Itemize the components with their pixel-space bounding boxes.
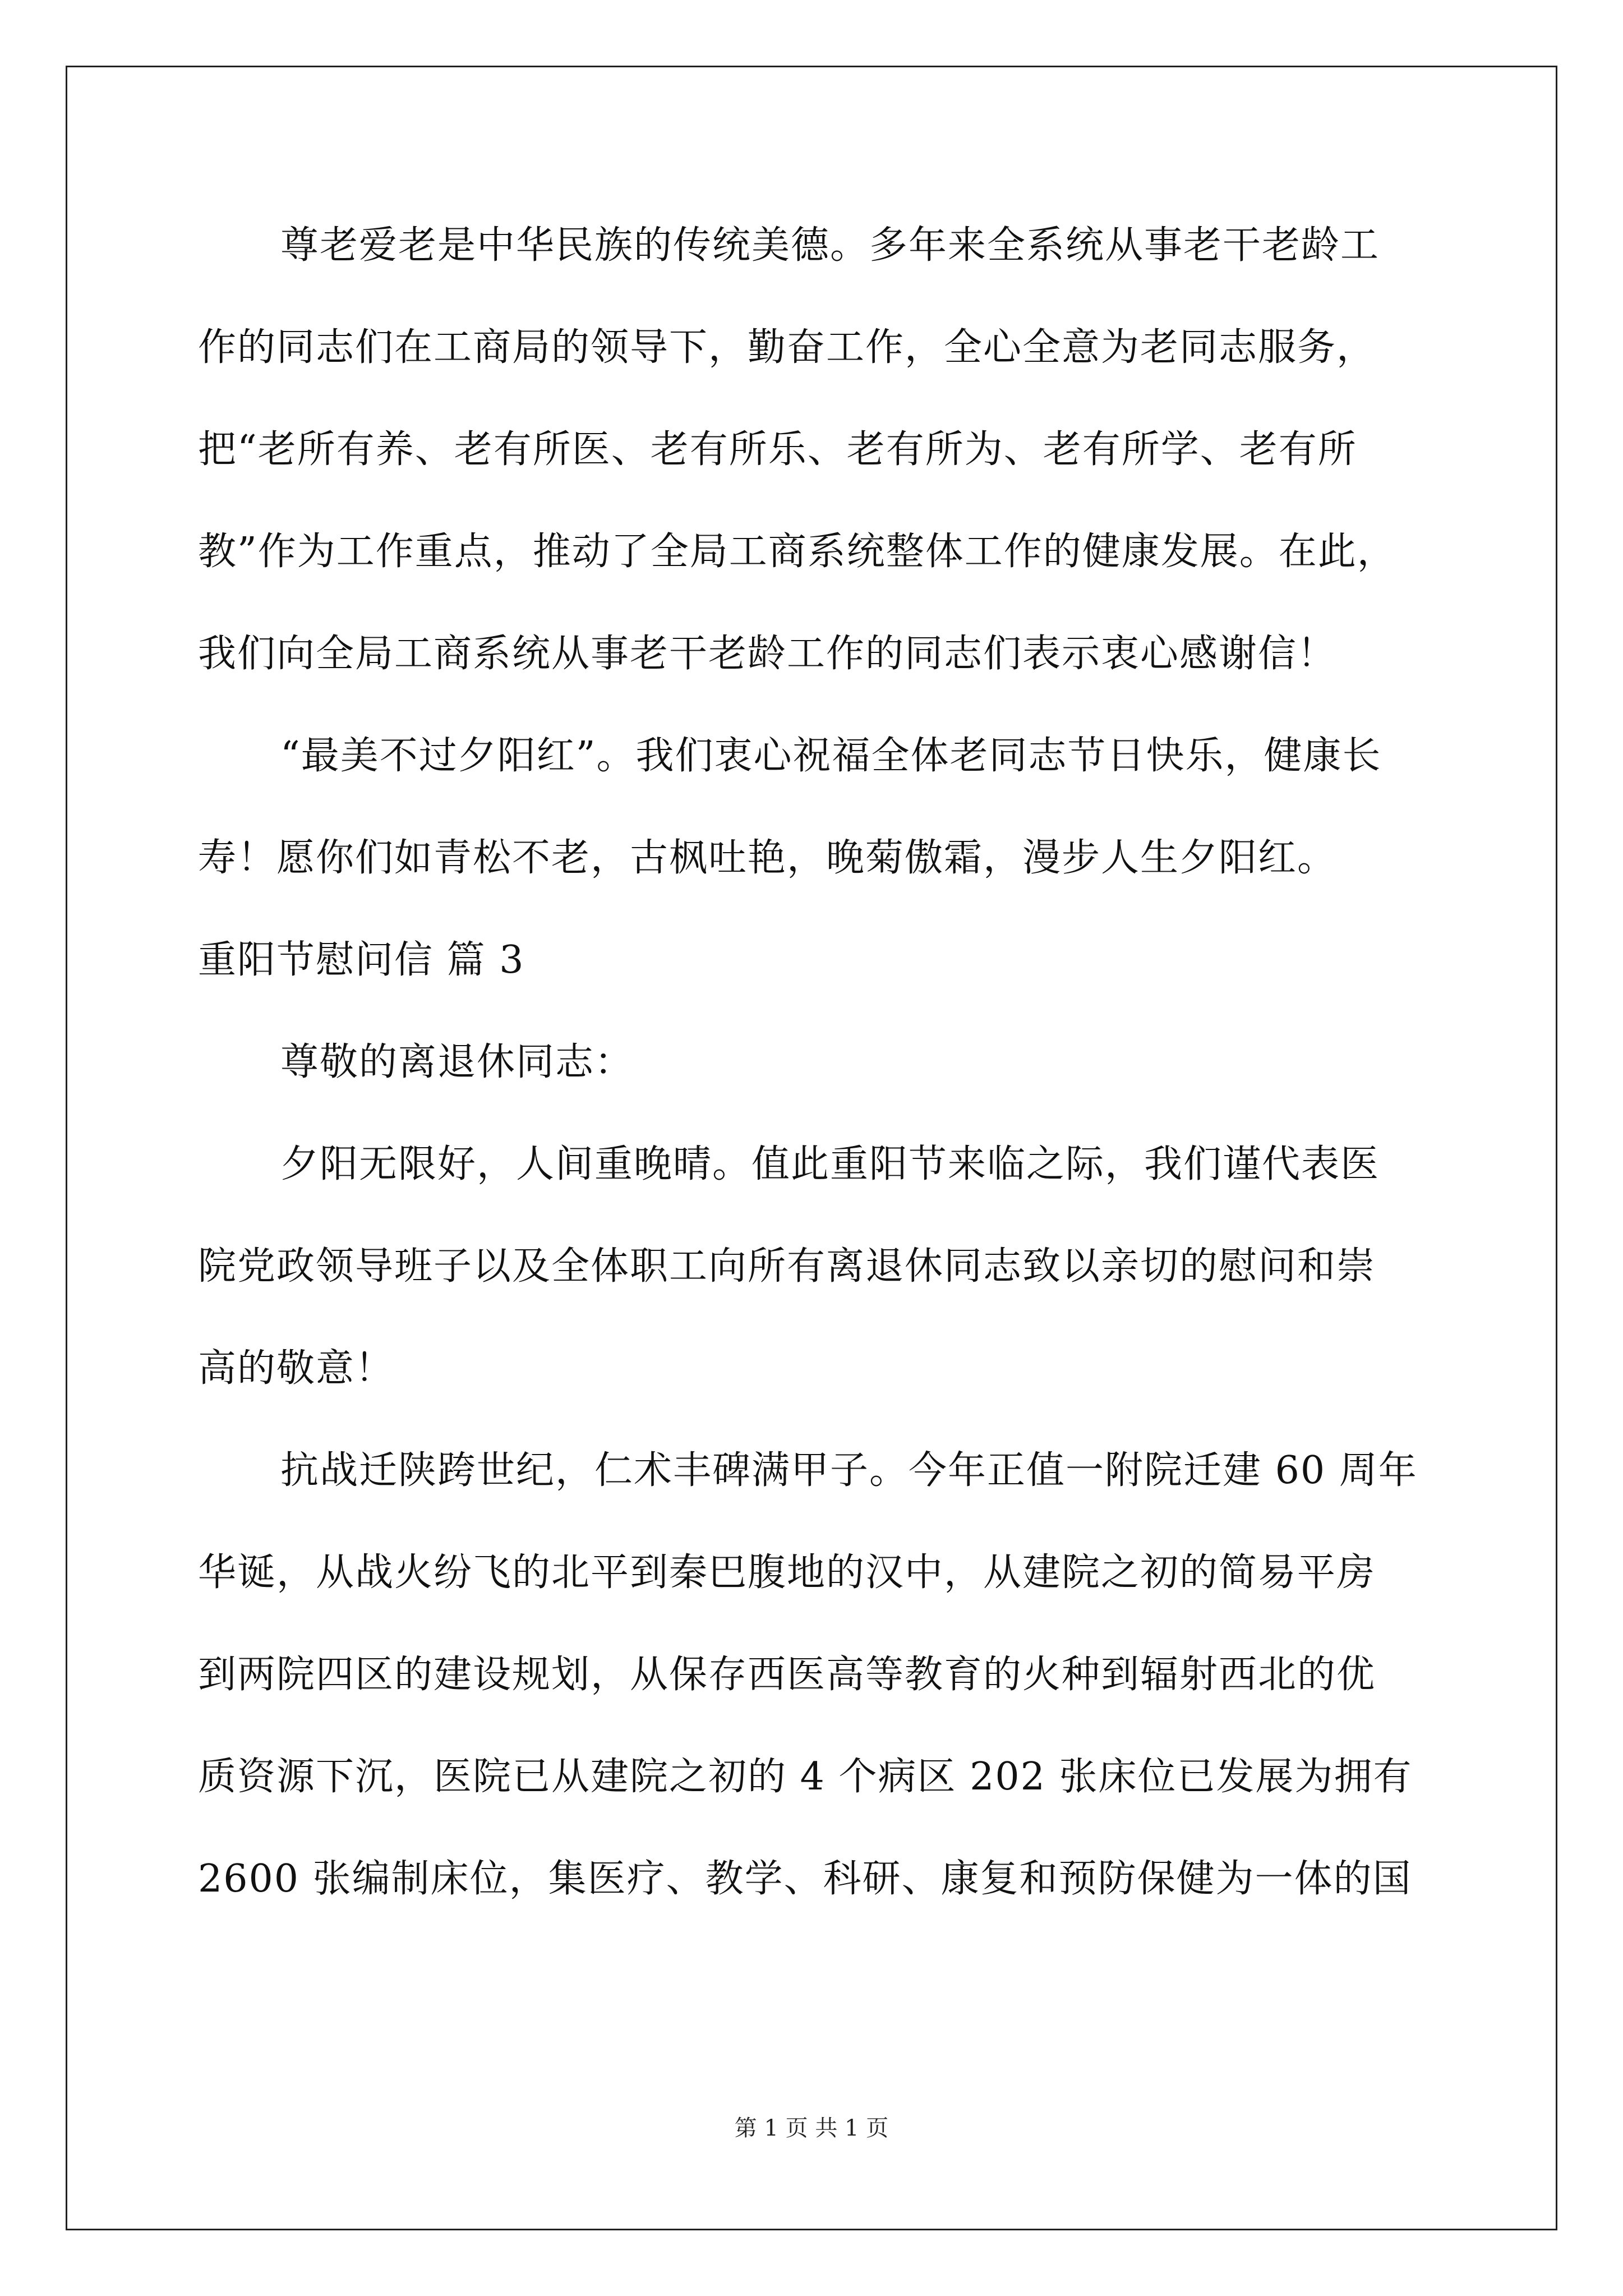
paragraph-5-line-3: 到两院四区的建设规划，从保存西医高等教育的火种到辐射西北的优 — [198, 1653, 1376, 1697]
paragraph-4-line-3: 高的敬意！ — [198, 1346, 395, 1391]
paragraph-5-line-5: 2600 张编制床位，集医疗、教学、科研、康复和预防保健为一体的国 — [198, 1857, 1412, 1901]
paragraph-5-line-1: 抗战迁陕跨世纪，仁术丰碑满甲子。今年正值一附院迁建 60 周年 — [280, 1448, 1418, 1493]
paragraph-1-line-3: 把“老所有养、老有所医、老有所乐、老有所为、老有所学、老有所 — [198, 427, 1357, 472]
paragraph-2-line-2: 寿！愿你们如青松不老，古枫吐艳，晚菊傲霜，漫步人生夕阳红。 — [198, 836, 1337, 880]
paragraph-1-line-2: 作的同志们在工商局的领导下，勤奋工作，全心全意为老同志服务， — [198, 325, 1376, 370]
paragraph-1-line-1: 尊老爱老是中华民族的传统美德。多年来全系统从事老干老龄工 — [280, 223, 1380, 268]
paragraph-2-line-1: “最美不过夕阳红”。我们衷心祝福全体老同志节日快乐，健康长 — [280, 734, 1382, 778]
paragraph-5-line-2: 华诞，从战火纷飞的北平到秦巴腹地的汉中，从建院之初的简易平房 — [198, 1550, 1376, 1595]
paragraph-1-line-4: 教”作为工作重点，推动了全局工商系统整体工作的健康发展。在此， — [198, 530, 1396, 574]
paragraph-4-line-2: 院党政领导班子以及全体职工向所有离退休同志致以亲切的慰问和崇 — [198, 1244, 1376, 1289]
section-heading: 重阳节慰问信 篇 3 — [198, 938, 525, 982]
paragraph-4-line-1: 夕阳无限好，人间重晚晴。值此重阳节来临之际，我们谨代表医 — [280, 1142, 1380, 1186]
salutation: 尊敬的离退休同志： — [280, 1040, 634, 1084]
page-footer: 第 1 页 共 1 页 — [734, 2115, 889, 2141]
paragraph-1-line-5: 我们向全局工商系统从事老干老龄工作的同志们表示衷心感谢信！ — [198, 632, 1337, 676]
paragraph-5-line-4: 质资源下沉，医院已从建院之初的 4 个病区 202 张床位已发展为拥有 — [198, 1755, 1413, 1799]
